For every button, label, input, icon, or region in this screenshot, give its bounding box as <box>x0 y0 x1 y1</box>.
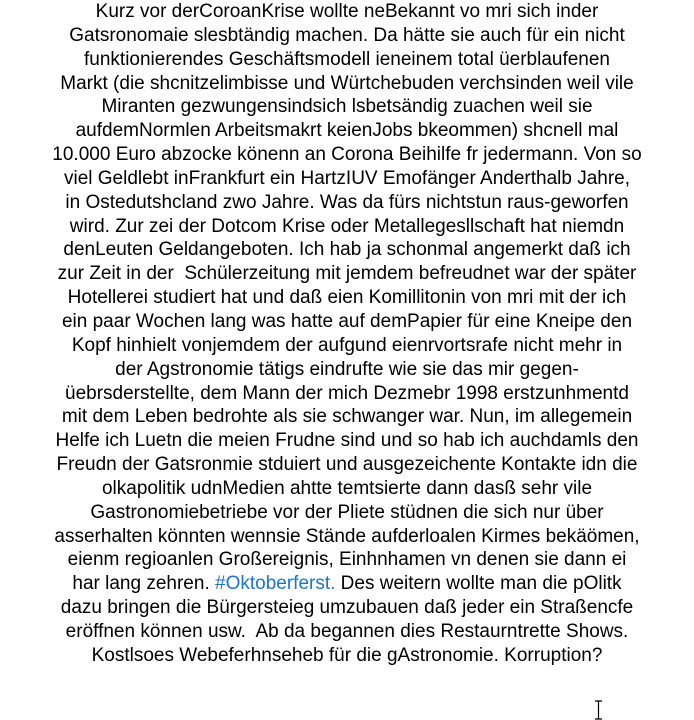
text-line: mit dem Leben bedrohte als sie schwanger war. Nun, im allegemein <box>61 406 633 428</box>
text-line: Gastronomiebetriebe vor der Pliete stüdnen die sich nur über <box>90 501 604 523</box>
text-line: dazu bringen die Bürgersteieg umzubauen daß jeder ein Straßencfe <box>60 597 634 619</box>
text-line: olkapolitik udnMedien ahtte temtsierte dann dasß sehr vile <box>101 477 593 499</box>
hashtag-link[interactable]: #Oktoberferst. <box>215 573 336 595</box>
text-line: Miranten gezwungensindsich lsbetsändig zuachen weil sie <box>101 96 593 118</box>
text-line: Kurz vor derCoroanKrise wollte neBekannt vo mri sich inder <box>95 1 599 22</box>
text-line: Hotellerei studiert hat und daß eien Komillitonin von mri mit der ich <box>67 287 627 309</box>
text-line: 10.000 Euro abzocke könenn an Corona Beihilfe fr jedermann. Von so <box>52 144 642 166</box>
text-line: asserhalten könnten wennsie Stände aufderloalen Kirmes bekäömen, <box>54 525 640 547</box>
text-line: in Ostedutshcland zwo Jahre. Was da fürs nichtstun raus-geworfen <box>65 191 629 213</box>
text-line: viel Geldlebt inFrankfurt ein HartzIUV Emofänger Anderthalb Jahre, <box>63 167 631 189</box>
text-line: zur Zeit in der Schülerzeitung mit jemdem befreudnet war der später <box>57 263 637 285</box>
text-line-with-hashtag <box>0 572 694 596</box>
text-line: ein paar Wochen lang was hatte auf demPapier für eine Kneipe den <box>61 310 633 332</box>
text-line: denLeuten Geldangeboten. Ich hab ja schonmal angemerkt daß ich <box>63 239 631 261</box>
text-line: Gatsronomaie slesbtändig machen. Da hätte sie auch für ein nicht <box>69 24 625 46</box>
text-line: wird. Zur zei der Dotcom Krise oder Metallegesllschaft hat niemdn <box>69 215 625 237</box>
text-cursor-icon <box>594 700 603 720</box>
text-line: Helfe ich Luetn die meien Frudne sind und so hab ich auchdamls den <box>55 430 639 452</box>
text-line: Kostlsoes Webeferhnseheb für die gAstronomie. Korruption? <box>91 644 603 666</box>
text-line: üebrsderstellte, dem Mann der mich Dezmebr 1998 erstzunhmentd <box>65 382 629 404</box>
text-line: eröffnen können usw. Ab da begannen dies Restaurntrette Shows. <box>65 620 629 642</box>
text-line: funktionierendes Geschäftsmodell ieneinem total üerblaufenen <box>84 48 610 70</box>
text-line: Freudn der Gatsronmie stduiert und ausgezeichente Kontakte idn die <box>56 454 638 476</box>
text-line: aufdemNormlen Arbeitsmakrt keienJobs bkeommen) shcnell mal <box>75 120 619 142</box>
text-segment: Des weitern wollte man die pOlitk <box>335 573 622 595</box>
text-line: der Agstronomie tätigs eindrufte wie sie das mir gegen- <box>115 358 579 380</box>
text-line: eienm regioanlen Großereignis, Einhnhamen vn denen sie dann ei <box>67 549 627 571</box>
text-line: Markt (die shcnitzelimbisse und Würtchebuden verchsinden weil vile <box>60 72 634 94</box>
text-segment: har lang zehren. <box>72 573 210 595</box>
text-line: Kopf hinhielt vonjemdem der aufgund eienrvortsrafe nicht mehr in <box>71 334 623 356</box>
